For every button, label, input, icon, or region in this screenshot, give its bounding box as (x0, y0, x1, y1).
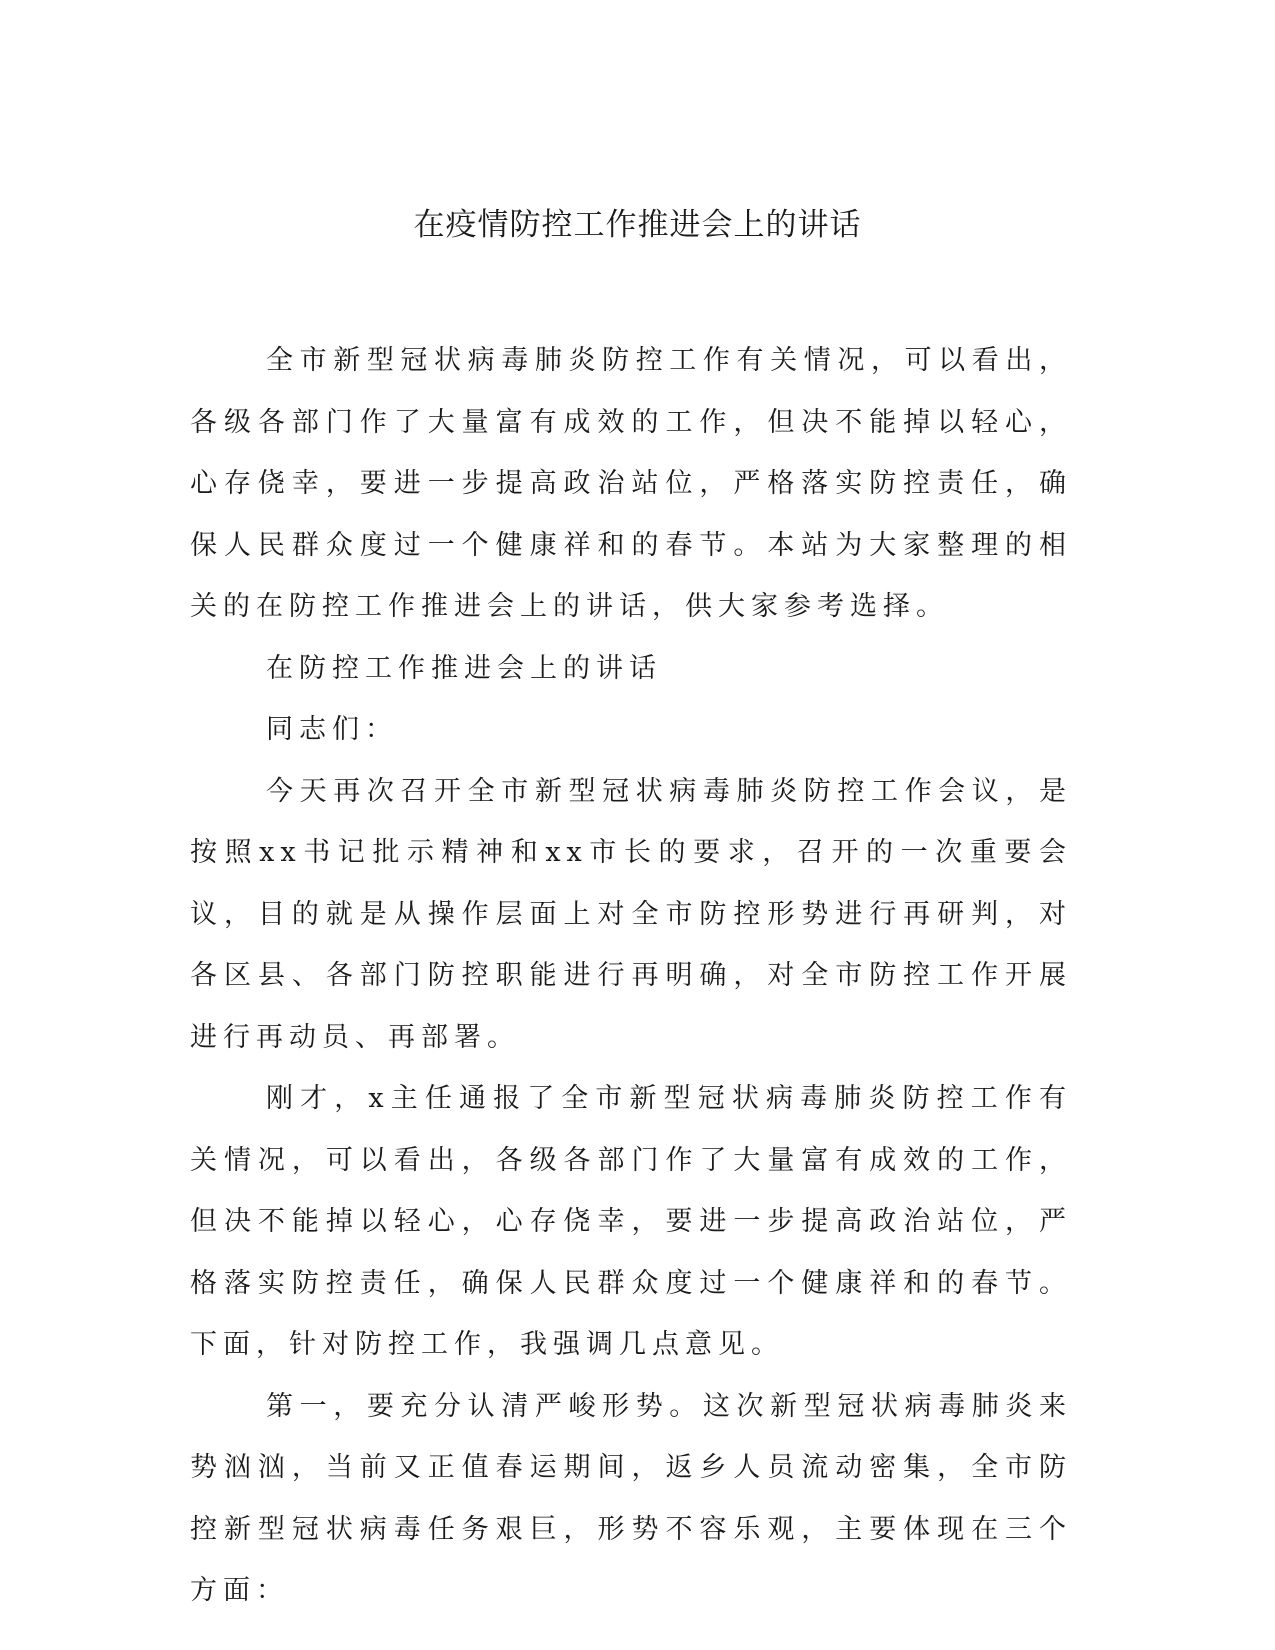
document-body (190, 330, 1072, 1622)
body-paragraph: 刚才，x主任通报了全市新型冠状病毒肺炎防控工作有关情况，可以看出，各级各部门作了大量富有成效的工作，但决不能掉以轻心，心存侥幸，要进一步提高政治站位，严格落实防控责任，确保人民群众度过一个健康祥和的春节。下面，针对防控工作，我强调几点意见。 (190, 1083, 1072, 1360)
body-paragraph: 第一，要充分认清严峻形势。这次新型冠状病毒肺炎来势汹汹，当前又正值春运期间，返乡人员流动密集，全市防控新型冠状病毒任务艰巨，形势不容乐观，主要体现在三个方面： (190, 1390, 1072, 1606)
intro-paragraph: 全市新型冠状病毒肺炎防控工作有关情况，可以看出，各级各部门作了大量富有成效的工作，但决不能掉以轻心，心存侥幸，要进一步提高政治站位，严格落实防控责任，确保人民群众度过一个健康祥和的春节。本站为大家整理的相关的在防控工作推进会上的讲话，供大家参考选择。 (190, 345, 1072, 622)
body-paragraph: 今天再次召开全市新型冠状病毒肺炎防控工作会议，是按照xx书记批示精神和xx市长的要求，召开的一次重要会议，目的就是从操作层面上对全市防控形势进行再研判，对各区县、各部门防控职能进行再明确，对全市防控工作开展进行再动员、再部署。 (190, 775, 1072, 1053)
document-title: 在疫情防控工作推进会上的讲话 (413, 207, 862, 243)
salutation: 同志们： (266, 714, 398, 745)
speech-heading: 在防控工作推进会上的讲话 (266, 652, 662, 684)
